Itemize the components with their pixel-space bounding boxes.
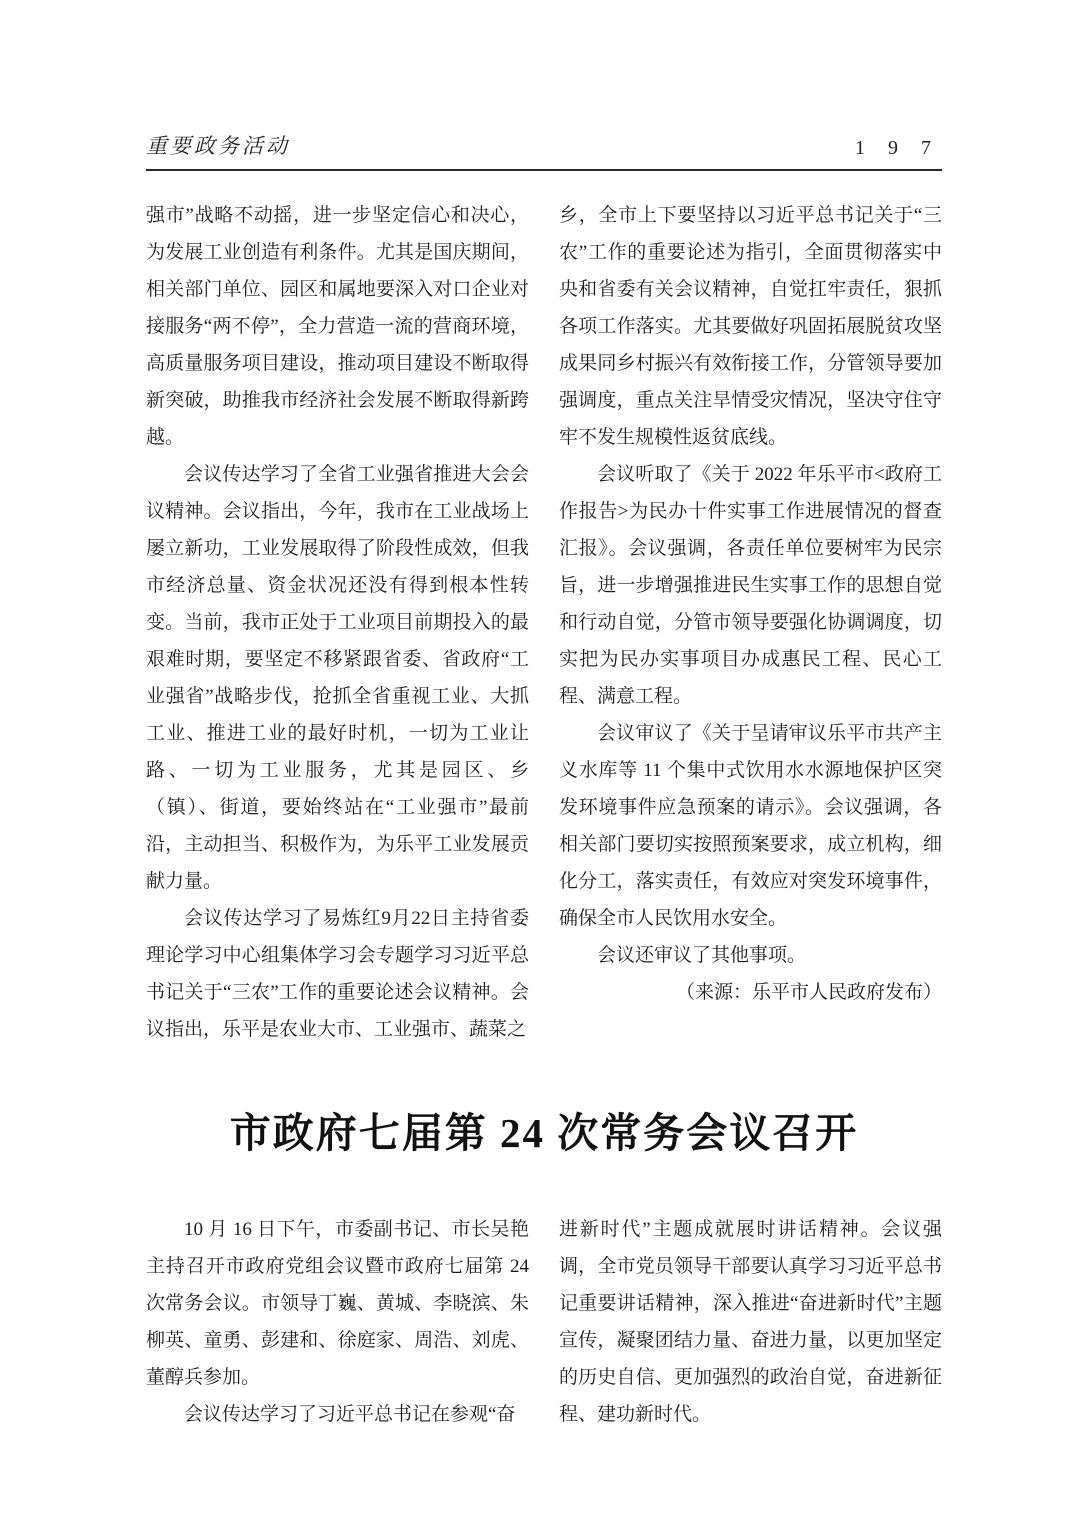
article-1-right-column bbox=[559, 197, 942, 1048]
paragraph: 会议传达学习了易炼红9月22日主持省委理论学习中心组集体学习会专题学习习近平总书记关于“三农”工作的重要论述会议精神。会议指出，乐平是农业大市、工业强市、蔬菜之 bbox=[146, 908, 529, 1040]
paragraph: 会议传达学习了全省工业强省推进大会会议精神。会议指出，今年，我市在工业战场上屡立新功，工业发展取得了阶段性成效，但我市经济总量、资金状况还没有得到根本性转变。当前，我市正处于工业项目前期投入的最艰难时期，要坚定不移紧跟省委、省政府“工业强省”战略步伐，抢抓全省重视工业、大抓工业、推进工业的最好时机，一切为工业让路、一切为工业服务，尤其是园区、乡（镇）、街道，要始终站在“工业强市”最前沿，主动担当、积极作为，为乐平工业发展贡献力量。 bbox=[146, 464, 529, 892]
article-2-left-column bbox=[146, 1211, 529, 1433]
paragraph: 会议传达学习了习近平总书记在参观“奋 bbox=[184, 1404, 516, 1425]
paragraph: 会议听取了《关于 2022 年乐平市<政府工作报告>为民办十件实事工作进展情况的督查汇报》。会议强调，各责任单位要树牢为民宗旨，进一步增强推进民生实事工作的思想自觉和行动自觉，分管市领导要强化协调调度，切实把为民办实事项目办成惠民工程、民心工程、满意工程。 bbox=[559, 464, 942, 707]
paragraph-continuation: 进新时代”主题成就展时讲话精神。会议强调，全市党员领导干部要认真学习习近平总书记重要讲话精神，深入推进“奋进新时代”主题宣传，凝聚团结力量、奋进力量，以更加坚定的历史自信、更加强烈的政治自觉，奋进新征程、建功新时代。 bbox=[559, 1219, 942, 1425]
article-govt-executive-meeting-24 bbox=[146, 1100, 942, 1433]
paragraph-continuation: 乡，全市上下要坚持以习近平总书记关于“三农”工作的重要论述为指引，全面贯彻落实中央和省委有关会议精神，自觉扛牢责任，狠抓各项工作落实。尤其要做好巩固拓展脱贫攻坚成果同乡村振兴有效衔接工作，分管领导要加强调度，重点关注旱情受灾情况，坚决守住守牢不发生规模性返贫底线。 bbox=[559, 205, 942, 448]
article-2-right-column bbox=[559, 1211, 942, 1433]
paragraph-continuation: 强市”战略不动摇，进一步坚定信心和决心，为发展工业创造有利条件。尤其是国庆期间，相关部门单位、园区和属地要深入对口企业对接服务“两不停”，全力营造一流的营商环境，高质量服务项目建设，推动项目建设不断取得新突破，助推我市经济社会发展不断取得新跨越。 bbox=[146, 205, 529, 448]
paragraph: 会议还审议了其他事项。 bbox=[597, 945, 807, 966]
article-govt-executive-meeting-23 bbox=[146, 197, 942, 1048]
article-2-columns bbox=[146, 1211, 942, 1433]
page-content bbox=[146, 130, 942, 1433]
page-number: 1 9 7 bbox=[855, 137, 940, 159]
source-attribution: （来源：乐平市人民政府发布） bbox=[675, 982, 942, 1003]
article-2-title: 市政府七届第 24 次常务会议召开 bbox=[229, 1110, 859, 1156]
article-1-columns bbox=[146, 197, 942, 1048]
page-header bbox=[146, 130, 942, 171]
paragraph: 会议审议了《关于呈请审议乐平市共产主义水库等 11 个集中式饮用水水源地保护区突发环境事件应急预案的请示》。会议强调，各相关部门要切实按照预案要求，成立机构，细化分工，落实责任，有效应对突发环境事件，确保全市人民饮用水安全。 bbox=[559, 723, 942, 929]
paragraph: 10 月 16 日下午，市委副书记、市长吴艳主持召开市政府党组会议暨市政府七届第 24 次常务会议。市领导丁巍、黄城、李晓滨、朱柳英、童勇、彭建和、徐庭家、周浩、刘虎、董醇兵参加。 bbox=[146, 1219, 529, 1388]
article-1-left-column bbox=[146, 197, 529, 1048]
running-head-section-title: 重要政务活动 bbox=[146, 134, 290, 158]
